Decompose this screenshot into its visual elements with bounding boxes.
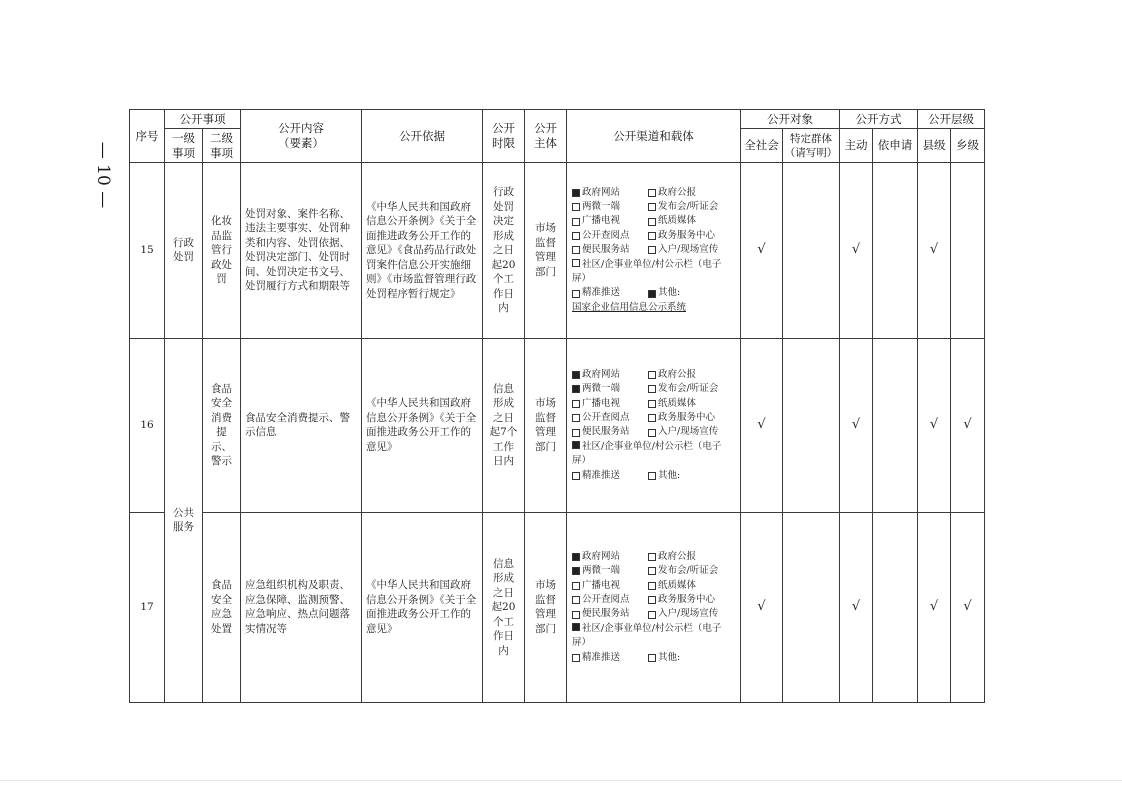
- row-basis: 《中华人民共和国政府信息公开条例》《关于全面推进政务公开工作的意见》《食品药品行政处罚案件信息公开实施细则》《市场监督管理行政处罚程序暂行规定》: [362, 163, 483, 339]
- channel-other[interactable]: 其他:: [648, 651, 680, 665]
- method-request-mark: [873, 512, 918, 702]
- channel-gov-site[interactable]: 政府网站: [572, 550, 648, 564]
- channel-tv[interactable]: 广播电视: [572, 214, 648, 228]
- checkbox-icon: [572, 654, 580, 662]
- checkbox-icon: [648, 553, 656, 561]
- table-row: [130, 512, 985, 702]
- header-basis: 公开依据: [362, 110, 483, 163]
- checkbox-icon: [572, 371, 580, 379]
- channel-press[interactable]: 发布会/听证会: [648, 200, 718, 214]
- checkbox-icon: [572, 203, 580, 211]
- level-town-mark: √: [951, 338, 985, 512]
- header-level1: 一级 事项: [165, 129, 203, 163]
- row-subject: 市场 监督 管理 部门: [525, 163, 567, 339]
- channel-reading[interactable]: 公开查阅点: [572, 411, 648, 425]
- checkbox-icon: [572, 259, 580, 267]
- header-seq: 序号: [130, 110, 165, 163]
- channel-community[interactable]: 社区/企事业单位/村公示栏（电子屏）: [572, 440, 722, 467]
- method-active-mark: √: [840, 512, 873, 702]
- channel-gov-gazette[interactable]: 政府公报: [648, 368, 696, 382]
- audience-specific-mark: [783, 163, 840, 339]
- channel-gov-site[interactable]: 政府网站: [572, 368, 648, 382]
- checkbox-icon: [648, 582, 656, 590]
- method-active-mark: √: [840, 338, 873, 512]
- level-county-mark: √: [918, 338, 951, 512]
- table-header: [130, 110, 985, 163]
- page-number-text: — 10 —: [93, 141, 114, 209]
- table-row: [130, 163, 985, 339]
- checkbox-icon: [572, 290, 580, 298]
- checkbox-icon: [572, 218, 580, 226]
- checkbox-icon: [648, 429, 656, 437]
- header-channels: 公开渠道和载体: [567, 110, 741, 163]
- level-county-mark: √: [918, 163, 951, 339]
- checkbox-icon: [648, 371, 656, 379]
- channel-paper[interactable]: 纸质媒体: [648, 214, 696, 228]
- channel-press[interactable]: 发布会/听证会: [648, 382, 718, 396]
- checkbox-icon: [572, 414, 580, 422]
- channel-other[interactable]: 其他:: [648, 286, 680, 300]
- level-county-mark: √: [918, 512, 951, 702]
- channel-reading[interactable]: 公开查阅点: [572, 593, 648, 607]
- checkbox-icon: [572, 567, 580, 575]
- row-seq: 17: [130, 512, 165, 702]
- level-town-mark: √: [951, 512, 985, 702]
- channel-list: [567, 163, 741, 339]
- checkbox-icon: [648, 218, 656, 226]
- audience-all-mark: √: [741, 512, 783, 702]
- checkbox-icon: [648, 654, 656, 662]
- channel-tv[interactable]: 广播电视: [572, 579, 648, 593]
- checkbox-icon: [648, 232, 656, 240]
- checkbox-icon: [648, 385, 656, 393]
- row-subject: 市场 监督 管理 部门: [525, 338, 567, 512]
- row-basis: 《中华人民共和国政府信息公开条例》《关于全面推进政务公开工作的意见》: [362, 512, 483, 702]
- header-method-group: 公开方式: [840, 110, 918, 129]
- checkbox-icon: [648, 189, 656, 197]
- channel-press[interactable]: 发布会/听证会: [648, 564, 718, 578]
- header-level-county: 县级: [918, 129, 951, 163]
- header-level2: 二级 事项: [203, 129, 241, 163]
- header-time: 公开 时限: [483, 110, 525, 163]
- table-row: [130, 338, 985, 512]
- row-seq: 15: [130, 163, 165, 339]
- header-subject: 公开 主体: [525, 110, 567, 163]
- channel-service-station[interactable]: 便民服务站: [572, 607, 648, 621]
- row-time: 信息 形成 之日 起7个 工作 日内: [483, 338, 525, 512]
- channel-list: [567, 338, 741, 512]
- checkbox-icon: [572, 596, 580, 604]
- checkbox-icon: [572, 553, 580, 561]
- checkbox-icon: [572, 611, 580, 619]
- checkbox-icon: [648, 414, 656, 422]
- row-level1: 公共 服务: [165, 338, 203, 702]
- method-request-mark: [873, 163, 918, 339]
- channel-list: [567, 512, 741, 702]
- row-time: 行政 处罚 决定 形成 之日 起20 个工 作日 内: [483, 163, 525, 339]
- method-request-mark: [873, 338, 918, 512]
- row-time: 信息 形成 之日 起20 个工 作日 内: [483, 512, 525, 702]
- channel-service-center[interactable]: 政务服务中心: [648, 229, 715, 243]
- checkbox-icon: [572, 385, 580, 393]
- checkbox-icon: [648, 472, 656, 480]
- channel-door[interactable]: 入户/现场宣传: [648, 243, 718, 257]
- header-level-town: 乡级: [951, 129, 985, 163]
- channel-service-center[interactable]: 政务服务中心: [648, 593, 715, 607]
- channel-service-station[interactable]: 便民服务站: [572, 243, 648, 257]
- checkbox-icon: [648, 567, 656, 575]
- checkbox-icon: [572, 232, 580, 240]
- row-content: 应急组织机构及职责、应急保障、监测预警、应急响应、热点问题落实情况等: [241, 512, 362, 702]
- header-audience-specific: 特定群体 （请写明）: [783, 129, 840, 163]
- checkbox-icon: [648, 596, 656, 604]
- channel-two-micro[interactable]: 两微一端: [572, 382, 648, 396]
- checkbox-icon: [648, 611, 656, 619]
- checkbox-icon: [648, 246, 656, 254]
- header-content: 公开内容 （要素）: [241, 110, 362, 163]
- checkbox-icon: [648, 290, 656, 298]
- channel-community[interactable]: 社区/企事业单位/村公示栏（电子屏）: [572, 258, 722, 285]
- audience-specific-mark: [783, 512, 840, 702]
- checkbox-icon: [572, 400, 580, 408]
- channel-push[interactable]: 精准推送: [572, 651, 648, 665]
- row-content: 食品安全消费提示、警示信息: [241, 338, 362, 512]
- audience-specific-mark: [783, 338, 840, 512]
- header-method-active: 主动: [840, 129, 873, 163]
- channel-tv[interactable]: 广播电视: [572, 397, 648, 411]
- channel-push[interactable]: 精准推送: [572, 469, 648, 483]
- checkbox-icon: [572, 189, 580, 197]
- channel-gov-site[interactable]: 政府网站: [572, 186, 648, 200]
- page-number: [90, 140, 116, 210]
- level-town-mark: [951, 163, 985, 339]
- checkbox-icon: [648, 400, 656, 408]
- checkbox-icon: [572, 582, 580, 590]
- channel-door[interactable]: 入户/现场宣传: [648, 425, 718, 439]
- header-audience-group: 公开对象: [741, 110, 840, 129]
- channel-other-value: 国家企业信用信息公示系统: [572, 301, 687, 313]
- row-basis: 《中华人民共和国政府信息公开条例》《关于全面推进政务公开工作的意见》: [362, 338, 483, 512]
- channel-service-station[interactable]: 便民服务站: [572, 425, 648, 439]
- channel-gov-gazette[interactable]: 政府公报: [648, 186, 696, 200]
- channel-gov-gazette[interactable]: 政府公报: [648, 550, 696, 564]
- audience-all-mark: √: [741, 163, 783, 339]
- checkbox-icon: [572, 246, 580, 254]
- audience-all-mark: √: [741, 338, 783, 512]
- row-subject: 市场 监督 管理 部门: [525, 512, 567, 702]
- method-active-mark: √: [840, 163, 873, 339]
- disclosure-table: [129, 109, 985, 703]
- checkbox-icon: [572, 441, 580, 449]
- channel-service-center[interactable]: 政务服务中心: [648, 411, 715, 425]
- checkbox-icon: [572, 623, 580, 631]
- channel-community[interactable]: 社区/企事业单位/村公示栏（电子屏）: [572, 622, 722, 649]
- scan-edge-line: [0, 780, 1122, 781]
- row-content: 处罚对象、案件名称、违法主要事实、处罚种类和内容、处罚依据、处罚决定部门、处罚时间、处罚决定书文号、处罚履行方式和期限等: [241, 163, 362, 339]
- channel-door[interactable]: 入户/现场宣传: [648, 607, 718, 621]
- channel-reading[interactable]: 公开查阅点: [572, 229, 648, 243]
- channel-paper[interactable]: 纸质媒体: [648, 579, 696, 593]
- channel-paper[interactable]: 纸质媒体: [648, 397, 696, 411]
- checkbox-icon: [572, 429, 580, 437]
- row-level2: 食品 安全 应急 处置: [203, 512, 241, 702]
- row-level2: 化妆 品监 管行 政处 罚: [203, 163, 241, 339]
- checkbox-icon: [648, 203, 656, 211]
- header-level-group: 公开层级: [918, 110, 985, 129]
- checkbox-icon: [572, 472, 580, 480]
- channel-other[interactable]: 其他:: [648, 469, 680, 483]
- row-level2: 食品 安全 消费 提示、 警示: [203, 338, 241, 512]
- channel-push[interactable]: 精准推送: [572, 286, 648, 300]
- header-item-group: 公开事项: [165, 110, 241, 129]
- row-level1: 行政 处罚: [165, 163, 203, 339]
- header-audience-all: 全社会: [741, 129, 783, 163]
- channel-two-micro[interactable]: 两微一端: [572, 200, 648, 214]
- channel-two-micro[interactable]: 两微一端: [572, 564, 648, 578]
- row-seq: 16: [130, 338, 165, 512]
- header-method-request: 依申请: [873, 129, 918, 163]
